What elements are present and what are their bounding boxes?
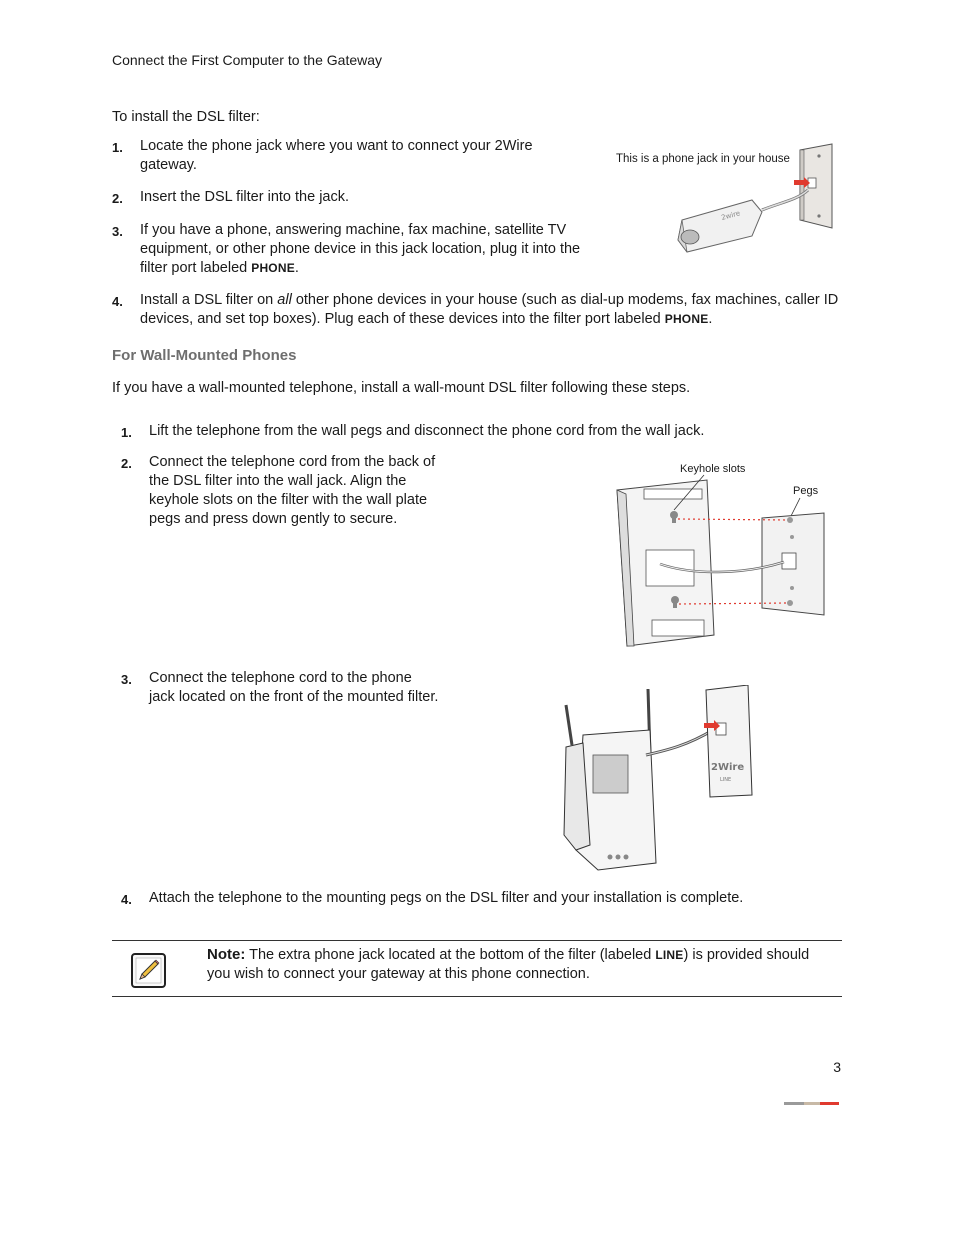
step-text: Lift the telephone from the wall pegs and disconnect the phone cord from the wall jack. — [149, 423, 705, 439]
label-pegs: Pegs — [793, 485, 819, 497]
step-text: Connect the telephone cord from the back of the DSL filter into the wall jack. Align the keyhole slots on the filter with the wall plate pegs and press down gently to secure. — [149, 454, 436, 527]
step-number: 1. — [121, 425, 132, 440]
step-text: Locate the phone jack where you want to connect your 2Wire gateway. — [140, 138, 533, 173]
wall-mount-illustration — [612, 460, 827, 650]
step-number: 2. — [112, 191, 123, 206]
mounted-phone-illustration — [558, 685, 758, 875]
note-text — [207, 945, 827, 984]
note-label: Note: — [207, 946, 246, 963]
figure-phone-jack — [612, 140, 842, 265]
note-text-part: ) is provided should you wish to connect your gateway at this phone connection. — [207, 947, 810, 982]
footer-bar-tan — [804, 1102, 820, 1105]
footer-bar-red — [820, 1102, 839, 1105]
svg-text:2wire: 2wire — [720, 209, 742, 222]
device-port-text: LINE — [720, 777, 732, 783]
note-text-part: The extra phone jack located at the bottom of the filter (labeled — [245, 947, 656, 963]
figure-mounted-phone — [558, 685, 758, 875]
step-text — [140, 291, 840, 329]
step-text-part: If you have a phone, answering machine, fax machine, satellite TV equipment, or other phone device in this jack location, plug it into the filter port labeled — [140, 222, 581, 276]
step-text-part: Install a DSL filter on — [140, 292, 278, 308]
section-intro: If you have a wall-mounted telephone, install a wall-mount DSL filter following these steps. — [112, 380, 691, 396]
step-number: 2. — [121, 456, 132, 471]
port-label-line: LINE — [655, 948, 684, 962]
running-head: Connect the First Computer to the Gateway — [112, 52, 383, 68]
step-text — [140, 221, 590, 278]
figure-wall-mount — [612, 460, 827, 650]
device-brand-text: 2Wire — [711, 762, 745, 773]
step-text: Insert the DSL filter into the jack. — [140, 189, 350, 205]
note-top-rule — [112, 940, 842, 941]
note-bottom-rule — [112, 996, 842, 997]
intro-text: To install the DSL filter: — [112, 109, 260, 125]
step-text-emphasis: all — [277, 292, 292, 308]
step-number: 1. — [112, 140, 123, 155]
step-text-part: other phone devices in your house (such as dial-up modems, fax machines, caller ID devices, and set top boxes). Plug each of these devices into the filter port labeled — [140, 292, 839, 327]
port-label-phone: PHONE — [251, 261, 295, 275]
pencil-icon — [131, 953, 166, 988]
page-number: 3 — [833, 1059, 841, 1075]
phone-jack-illustration — [612, 140, 842, 265]
step-number: 3. — [112, 224, 123, 239]
figure-caption: This is a phone jack in your house — [616, 153, 790, 165]
footer-bar-gray — [784, 1102, 804, 1105]
section-heading: For Wall-Mounted Phones — [112, 347, 297, 364]
port-label-phone: PHONE — [664, 312, 709, 326]
step-number: 4. — [112, 294, 123, 309]
step-text-part: . — [708, 311, 713, 327]
step-text: Attach the telephone to the mounting pegs on the DSL filter and your installation is complete. — [149, 890, 744, 906]
step-text: Connect the telephone cord to the phone jack located on the front of the mounted filter. — [149, 670, 439, 705]
step-number: 4. — [121, 892, 132, 907]
step-text-part: . — [294, 260, 299, 276]
step-number: 3. — [121, 672, 132, 687]
label-keyhole-slots: Keyhole slots — [680, 463, 746, 475]
